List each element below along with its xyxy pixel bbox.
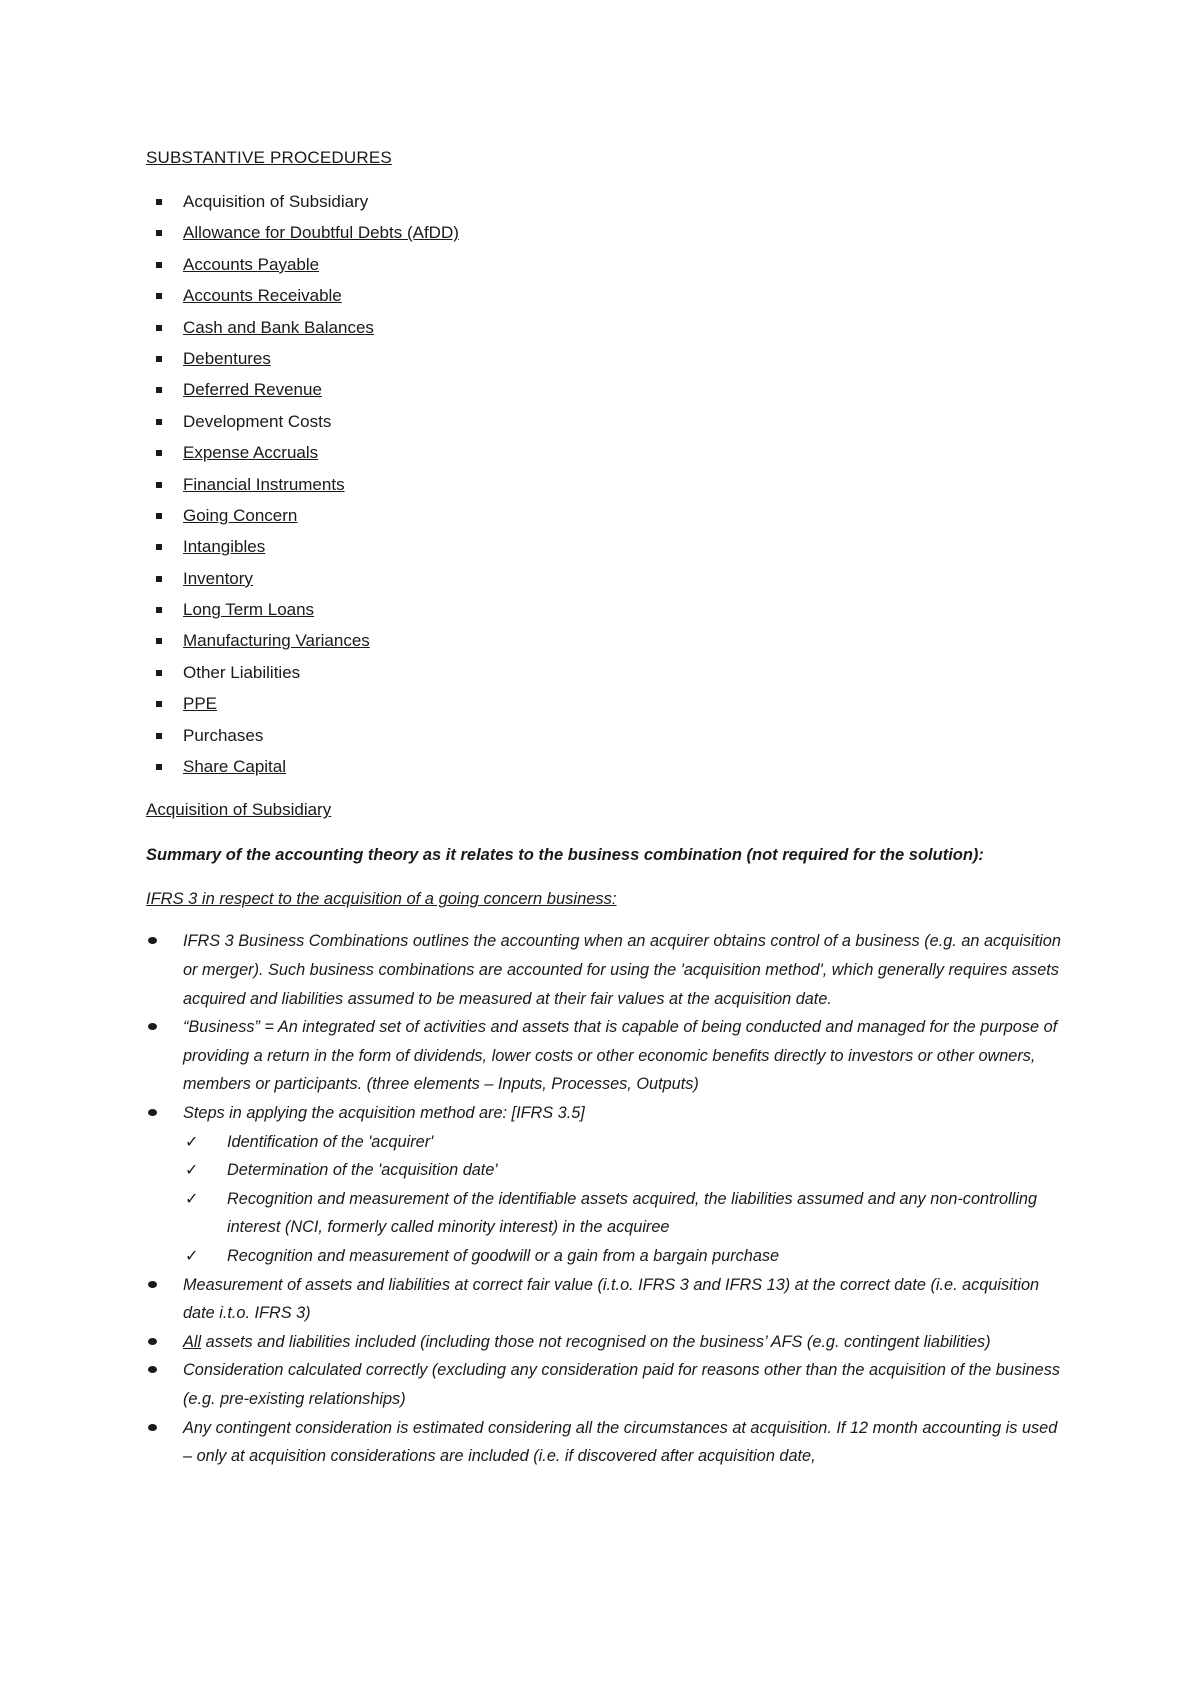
contents-link[interactable]: Financial Instruments (183, 474, 345, 494)
check-item (183, 1185, 1066, 1242)
bullet-emphasis: All (183, 1332, 202, 1351)
square-bullet-icon (156, 387, 162, 393)
bullet-dot-icon (148, 1109, 157, 1116)
contents-item (146, 186, 1066, 217)
contents-item[interactable] (146, 217, 1066, 248)
bullet-text: assets and liabilities included (including those not recognised on the business’ AFS (e.g. contingent liabilities) (201, 1332, 991, 1351)
square-bullet-icon (156, 199, 162, 205)
contents-link[interactable]: Allowance for Doubtful Debts (AfDD) (183, 223, 459, 243)
square-bullet-icon (156, 356, 162, 362)
contents-link[interactable]: Deferred Revenue (183, 380, 322, 400)
contents-label: Development Costs (183, 411, 332, 431)
check-mark-icon: ✓ (185, 1245, 199, 1265)
bullet-item (146, 1271, 1066, 1328)
contents-link[interactable]: PPE (183, 694, 218, 714)
square-bullet-icon (156, 325, 162, 331)
contents-link[interactable]: Cash and Bank Balances (183, 317, 374, 337)
bullet-dot-icon (148, 1424, 157, 1431)
bullet-item (146, 927, 1066, 1013)
square-bullet-icon (156, 544, 162, 550)
contents-link[interactable]: Debentures (183, 348, 271, 368)
square-bullet-icon (156, 262, 162, 268)
check-text: Determination of the 'acquisition date' (227, 1161, 498, 1180)
square-bullet-icon (156, 764, 162, 770)
summary-heading: Summary of the accounting theory as it relates to the business combination (not required for the solution): (146, 846, 984, 865)
bullet-item (146, 1414, 1066, 1471)
ifrs-intro: IFRS 3 in respect to the acquisition of a going concern business: (146, 890, 617, 909)
square-bullet-icon (156, 638, 162, 644)
check-item (183, 1156, 1066, 1185)
check-mark-icon: ✓ (185, 1131, 199, 1151)
contents-item[interactable] (146, 594, 1066, 625)
contents-link[interactable]: Inventory (183, 568, 253, 588)
contents-item[interactable] (146, 374, 1066, 405)
contents-item[interactable] (146, 280, 1066, 311)
contents-label: Purchases (183, 725, 264, 745)
contents-item[interactable] (146, 625, 1066, 656)
square-bullet-icon (156, 733, 162, 739)
contents-link[interactable]: Expense Accruals (183, 443, 319, 463)
bullet-item (146, 1356, 1066, 1413)
bullet-text: Measurement of assets and liabilities at correct fair value (i.t.o. IFRS 3 and IFRS 13) at the correct date (i.e. acquisition date i.t.o. IFRS 3) (183, 1275, 1040, 1323)
bullet-text: Consideration calculated correctly (excluding any consideration paid for reasons other than the acquisition of the business (e.g. pre-existing relationships) (183, 1361, 1060, 1408)
contents-item[interactable] (146, 688, 1066, 719)
square-bullet-icon (156, 450, 162, 456)
square-bullet-icon (156, 607, 162, 613)
contents-item[interactable] (146, 249, 1066, 280)
contents-list (146, 186, 1066, 782)
contents-item[interactable] (146, 469, 1066, 500)
contents-link[interactable]: Accounts Payable (183, 254, 320, 274)
check-text: Recognition and measurement of goodwill or a gain from a bargain purchase (227, 1246, 780, 1265)
bullet-text: “Business” = An integrated set of activities and assets that is capable of being conducted and managed for the purpose of providing a return in the form of dividends, lower costs or other economic benefits directly to investors or other owners, members or participants. (three elements – Inputs, Processes, Outputs) (183, 1018, 1058, 1094)
check-mark-icon: ✓ (185, 1160, 199, 1180)
square-bullet-icon (156, 670, 162, 676)
contents-item[interactable] (146, 751, 1066, 782)
contents-item[interactable] (146, 437, 1066, 468)
square-bullet-icon (156, 293, 162, 299)
bullet-dot-icon (148, 1338, 157, 1345)
check-item (183, 1128, 1066, 1157)
bullet-item (146, 1013, 1066, 1099)
check-text: Identification of the 'acquirer' (227, 1132, 434, 1151)
square-bullet-icon (156, 419, 162, 425)
contents-link[interactable]: Accounts Receivable (183, 286, 342, 306)
bullet-dot-icon (148, 1023, 157, 1030)
square-bullet-icon (156, 513, 162, 519)
bullet-dot-icon (148, 937, 157, 944)
bullet-text: IFRS 3 Business Combinations outlines the accounting when an acquirer obtains control of a business (e.g. an acquisition or merger). Such business combinations are accounted for using the 'acquisition method', which generally requires assets acquired and liabilities assumed to be measured at their fair values at the acquisition date. (183, 932, 1061, 1008)
section-title: Acquisition of Subsidiary (146, 800, 332, 820)
bullet-item (146, 1099, 1066, 1271)
bullet-text: Any contingent consideration is estimated considering all the circumstances at acquisition. If 12 month accounting is used – only at acquisition considerations are included (i.e. if discovered after acquisition date, (183, 1418, 1058, 1466)
contents-item[interactable] (146, 500, 1066, 531)
contents-item (146, 657, 1066, 688)
contents-label: Other Liabilities (183, 662, 301, 682)
contents-link[interactable]: Share Capital (183, 757, 287, 777)
check-text: Recognition and measurement of the identifiable assets acquired, the liabilities assumed and any non-controlling interest (NCI, formerly called minority interest) in the acquiree (227, 1189, 1038, 1237)
theory-bullet-list (146, 927, 1066, 1470)
page-content (146, 148, 1066, 1471)
bullet-dot-icon (148, 1281, 157, 1288)
contents-link[interactable]: Going Concern (183, 505, 298, 525)
contents-link[interactable]: Long Term Loans (183, 600, 315, 620)
contents-item[interactable] (146, 343, 1066, 374)
bullet-item (146, 1328, 1066, 1357)
contents-label: Acquisition of Subsidiary (183, 192, 369, 211)
bullet-dot-icon (148, 1366, 157, 1373)
square-bullet-icon (156, 576, 162, 582)
check-item (183, 1242, 1066, 1271)
contents-item[interactable] (146, 312, 1066, 343)
contents-link[interactable]: Manufacturing Variances (183, 631, 370, 651)
check-mark-icon: ✓ (185, 1188, 199, 1208)
contents-item[interactable] (146, 563, 1066, 594)
contents-item (146, 406, 1066, 437)
steps-check-list (183, 1128, 1066, 1271)
square-bullet-icon (156, 230, 162, 236)
square-bullet-icon (156, 701, 162, 707)
bullet-text: Steps in applying the acquisition method are: [IFRS 3.5] (183, 1103, 585, 1122)
contents-item (146, 720, 1066, 751)
page-heading: SUBSTANTIVE PROCEDURES (146, 148, 392, 167)
square-bullet-icon (156, 482, 162, 488)
contents-link[interactable]: Intangibles (183, 537, 266, 557)
contents-item[interactable] (146, 531, 1066, 562)
